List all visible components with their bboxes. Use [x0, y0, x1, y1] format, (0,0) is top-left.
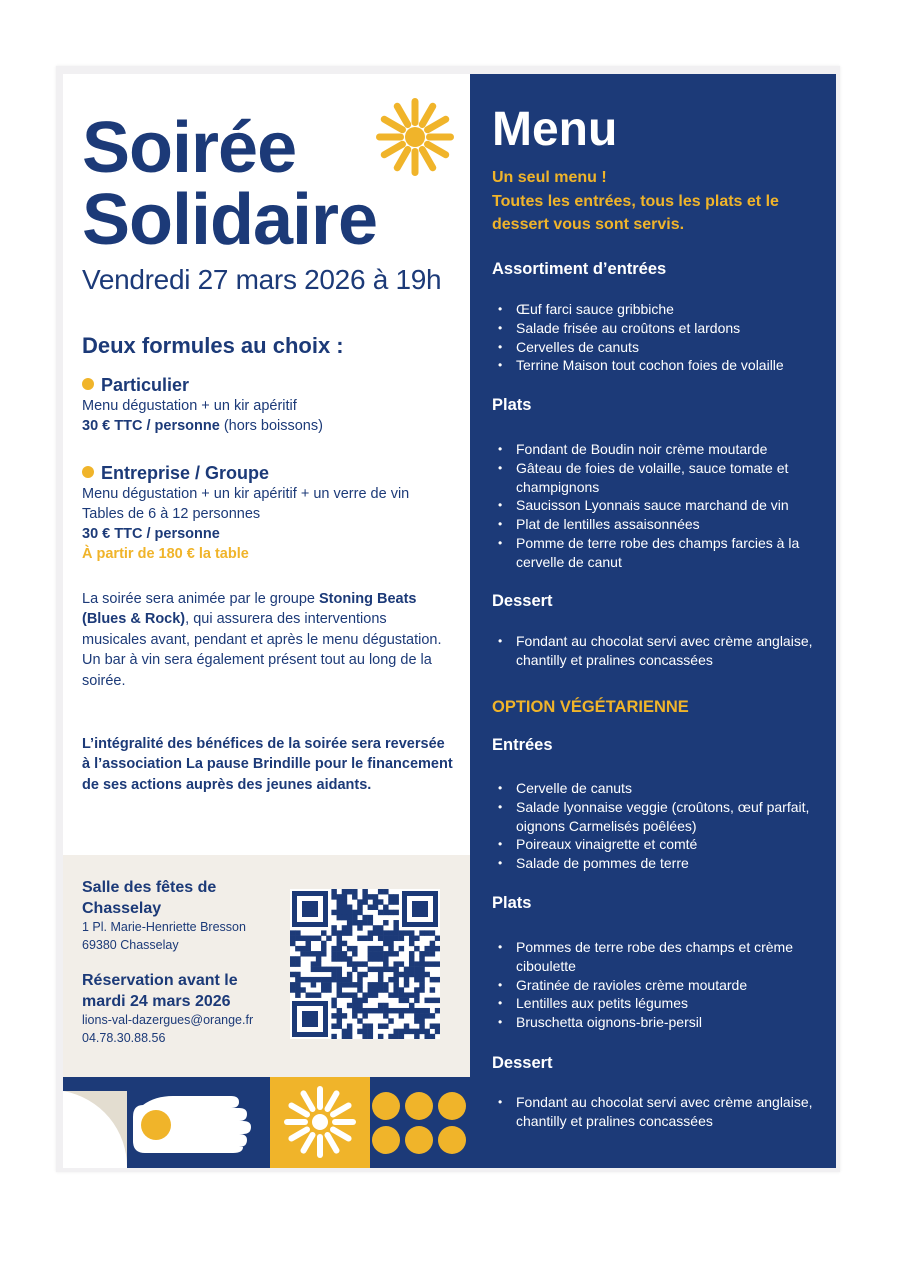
event-title — [82, 108, 378, 260]
list-item: • Saucisson Lyonnais sauce marchand de vin — [496, 496, 826, 515]
formula-table-price: À partir de 180 € la table — [82, 546, 249, 562]
list-item: • Gâteau de foies de volaille, sauce tomate et champignons — [496, 459, 826, 497]
list-item: • Plat de lentilles assaisonnées — [496, 515, 826, 534]
contact-email[interactable]: lions-val-dazergues@orange.fr — [82, 1013, 254, 1027]
section-heading-dessert: Dessert — [492, 592, 553, 610]
veg-option-heading: OPTION VÉGÉTARIENNE — [492, 698, 689, 716]
wine-bar-text: Un bar à vin sera également présent tout au long de la soirée. — [82, 652, 432, 689]
veg-list-entrees — [496, 779, 826, 873]
list-item: • Cervelles de canuts — [496, 338, 826, 357]
list-item: • Pommes de terre robe des champs et crème ciboulette — [496, 938, 826, 976]
reservation-heading — [82, 970, 282, 1012]
list-item: • Pomme de terre robe des champs farcies à la cervelle de canut — [496, 534, 826, 572]
section-heading-entrees: Assortiment d’entrées — [492, 260, 667, 278]
list-item: • Bruschetta oignons-brie-persil — [496, 1013, 826, 1032]
menu-intro — [492, 166, 822, 237]
band-name: Stoning Beats (Blues & Rock) — [82, 591, 417, 628]
reservation-line2: mardi 24 mars 2026 — [82, 993, 231, 1010]
veg-heading-entrees: Entrées — [492, 736, 553, 754]
animation-part2: , qui assurera des interventions musicales avant, pendant et après le menu dégustation. — [82, 611, 442, 648]
veg-list-plats — [496, 938, 826, 1032]
section-heading-plats: Plats — [492, 396, 532, 414]
title-line-2: Solidaire — [82, 180, 378, 260]
venue-name-line1: Salle des fêtes de — [82, 879, 217, 896]
list-item: • Gratinée de ravioles crème moutarde — [496, 976, 826, 995]
qr-code[interactable] — [290, 889, 440, 1039]
event-date: Vendredi 27 mars 2026 à 19h — [82, 264, 442, 295]
reservation-line1: Réservation avant le — [82, 972, 238, 989]
list-item: • Lentilles aux petits légumes — [496, 994, 826, 1013]
formula-particulier — [82, 375, 323, 436]
sun-icon — [374, 96, 456, 178]
contact-phone[interactable]: 04.78.30.88.56 — [82, 1030, 166, 1045]
menu-title: Menu — [492, 103, 618, 156]
veg-list-dessert — [496, 1093, 826, 1131]
bullet-dot-icon — [82, 466, 94, 478]
formula-note: (hors boissons) — [219, 418, 323, 434]
menu-list-entrees — [496, 300, 826, 375]
animation-text — [82, 589, 454, 691]
venue-address: 1 Pl. Marie-Henriette Bresson — [82, 920, 246, 934]
menu-intro-line1: Un seul menu ! — [492, 169, 607, 186]
list-item: • Œuf farci sauce gribbiche — [496, 300, 826, 319]
list-item: • Salade lyonnaise veggie (croûtons, œuf parfait, oignons Carmelisés poêlées) — [496, 798, 826, 836]
charity-text: L’intégralité des bénéfices de la soirée sera reversée à l’association La pause Brindille pour le financement de ses actions auprès des jeunes aidants. — [82, 736, 453, 793]
list-item: • Fondant de Boudin noir crème moutarde — [496, 440, 826, 459]
animation-part1: La soirée sera animée par le groupe — [82, 591, 319, 607]
list-item: • Cervelle de canuts — [496, 779, 826, 798]
list-item: • Salade frisée au croûtons et lardons — [496, 319, 826, 338]
list-item: • Poireaux vinaigrette et comté — [496, 835, 826, 854]
veg-heading-dessert: Dessert — [492, 1054, 553, 1072]
bullet-dot-icon — [82, 378, 94, 390]
hand-icon — [133, 1096, 251, 1153]
list-item: • Terrine Maison tout cochon foies de volaille — [496, 356, 826, 375]
formula-tables: Tables de 6 à 12 personnes — [82, 506, 261, 522]
menu-list-plats — [496, 440, 826, 572]
formula-desc: Menu dégustation + un kir apéritif — [82, 398, 297, 414]
venue-name — [82, 877, 282, 919]
formula-name: Particulier — [101, 375, 190, 395]
veg-heading-plats: Plats — [492, 894, 532, 912]
formula-price: 30 € TTC / personne — [82, 526, 220, 542]
list-item: • Salade de pommes de terre — [496, 854, 826, 873]
venue-city: 69380 Chasselay — [82, 937, 179, 952]
formulas-heading: Deux formules au choix : — [82, 333, 344, 358]
formula-entreprise — [82, 463, 409, 564]
formula-name: Entreprise / Groupe — [101, 463, 270, 483]
menu-list-dessert — [496, 632, 826, 670]
decorative-tiles — [63, 1077, 470, 1168]
title-line-1: Soirée — [82, 108, 297, 188]
formula-desc: Menu dégustation + un kir apéritif + un verre de vin — [82, 486, 410, 502]
venue-block — [82, 877, 282, 1047]
formula-price: 30 € TTC / personne — [82, 418, 220, 434]
list-item: • Fondant au chocolat servi avec crème anglaise, chantilly et pralines concassées — [496, 1093, 826, 1131]
venue-name-line2: Chasselay — [82, 900, 162, 917]
menu-intro-line2: Toutes les entrées, tous les plats et le dessert vous sont servis. — [492, 192, 779, 233]
list-item: • Fondant au chocolat servi avec crème anglaise, chantilly et pralines concassées — [496, 632, 826, 670]
